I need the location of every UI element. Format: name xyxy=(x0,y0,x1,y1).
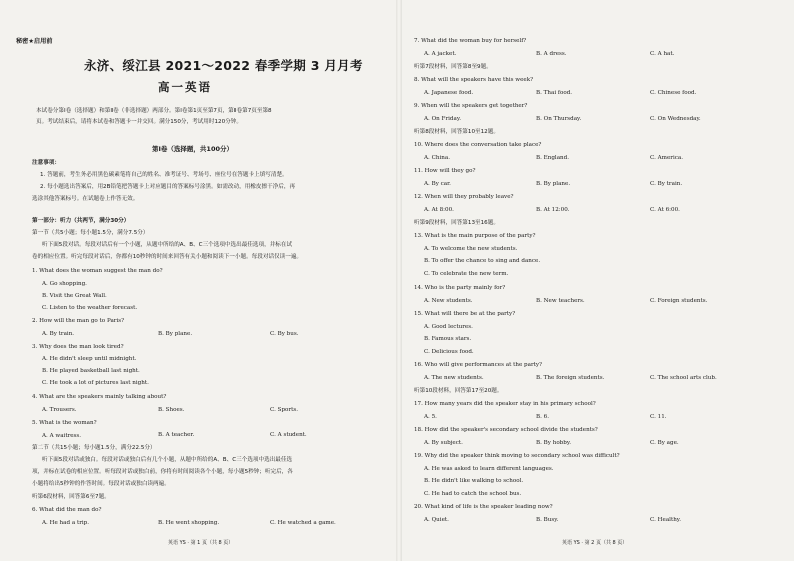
question-stem: 5. What is the woman? xyxy=(32,420,97,426)
option-a[interactable]: A. Go shopping. xyxy=(42,281,87,287)
option-c[interactable]: C. Delicious food. xyxy=(424,349,474,355)
option-c[interactable]: C. By age. xyxy=(650,440,679,446)
question-stem: 6. What did the man do? xyxy=(32,507,102,513)
option-c[interactable]: C. America. xyxy=(650,155,683,161)
intro-line-2: 页。考试结束后，请将本试卷和答题卡一并交回。满分150分，考试用时120分钟。 xyxy=(36,119,242,125)
option-a[interactable]: A. The new students. xyxy=(424,375,484,381)
note-2-line-1: 2. 每小题选出答案后，用2B铅笔把答题卡上对应题目的答案标号涂黑。如需改动，用橡皮擦干净后，再 xyxy=(40,184,296,190)
question-stem: 1. What does the woman suggest the man do? xyxy=(32,268,163,274)
option-b[interactable]: B. A dress. xyxy=(536,51,567,57)
section1-part1: 第一节（共5小题；每小题1.5分，满分7.5分） xyxy=(32,230,149,236)
option-b[interactable]: B. Famous stars. xyxy=(424,336,472,342)
section2-instruction-2: 项，并标在试卷的相应位置。听每段对话或独白前，你将有时间阅读各个小题，每小题5秒钟；听完后，各 xyxy=(32,469,293,475)
option-b[interactable]: B. On Thursday. xyxy=(536,116,582,122)
option-c[interactable]: C. On Wednesday. xyxy=(650,116,701,122)
exam-title: 永济、绥江县 2021～2022 春季学期 3 月月考 xyxy=(84,58,363,73)
option-c[interactable]: C. At 6:00. xyxy=(650,207,680,213)
option-c[interactable]: C. By train. xyxy=(650,181,683,187)
note-2-line-2: 选涂其他答案标号。在试题卷上作答无效。 xyxy=(32,196,139,202)
listen-9-label: 听第9段材料，回答第13至16题。 xyxy=(414,220,499,226)
secret-label: 秘密★启用前 xyxy=(16,38,53,45)
option-a[interactable]: A. A jacket. xyxy=(424,51,457,57)
option-b[interactable]: B. He played basketball last night. xyxy=(42,368,140,374)
option-a[interactable]: A. Japanese food. xyxy=(424,90,474,96)
option-b[interactable]: B. A teacher. xyxy=(158,432,195,438)
option-c[interactable]: C. 11. xyxy=(650,414,667,420)
question-stem: 16. Who will give performances at the party? xyxy=(414,362,543,368)
section2-instruction-3: 小题将给出5秒钟的作答时间。每段对话或独白读两遍。 xyxy=(32,481,170,487)
question-stem: 20. What kind of life is the speaker leading now? xyxy=(414,504,553,510)
section1-instruction-2: 卷的相应位置。听完每段对话后，你都有10秒钟的时间来回答有关小题和阅读下一小题。每段对话仅读一遍。 xyxy=(32,254,303,260)
option-c[interactable]: C. To celebrate the new term. xyxy=(424,271,509,277)
option-b[interactable]: B. Thai food. xyxy=(536,90,573,96)
option-c[interactable]: C. He watched a game. xyxy=(270,520,336,526)
option-c[interactable]: C. Chinese food. xyxy=(650,90,697,96)
option-a[interactable]: A. Quiet. xyxy=(424,517,449,523)
option-c[interactable]: C. The school arts club. xyxy=(650,375,717,381)
option-b[interactable]: B. To offer the chance to sing and dance. xyxy=(424,258,541,264)
question-stem: 11. How will they go? xyxy=(414,168,476,174)
option-a[interactable]: A. By train. xyxy=(42,331,75,337)
option-a[interactable]: A. He had a trip. xyxy=(42,520,90,526)
option-b[interactable]: B. By plane. xyxy=(536,181,571,187)
option-c[interactable]: C. Healthy. xyxy=(650,517,681,523)
question-stem: 18. How did the speaker's secondary school divide the students? xyxy=(414,427,598,433)
question-stem: 8. What will the speakers have this week? xyxy=(414,77,534,83)
note-1: 1. 答题前，考生务必用黑色碳素笔将自己的姓名、准考证号、考场号、座位号在答题卡上填写清楚。 xyxy=(40,172,288,178)
option-b[interactable]: B. Busy. xyxy=(536,517,559,523)
option-a[interactable]: A. He didn't sleep until midnight. xyxy=(42,356,137,362)
option-b[interactable]: B. By plane. xyxy=(158,331,193,337)
right-page xyxy=(402,0,794,561)
option-c[interactable]: C. Sports. xyxy=(270,407,298,413)
question-stem: 19. Why did the speaker think moving to secondary school was difficult? xyxy=(414,453,620,459)
option-b[interactable]: B. At 12:00. xyxy=(536,207,570,213)
section1-part2: 第二节（共15小题；每小题1.5分，满分22.5分） xyxy=(32,445,156,451)
option-a[interactable]: A. China. xyxy=(424,155,450,161)
option-a[interactable]: A. New students. xyxy=(424,298,473,304)
question-stem: 10. Where does the conversation take place? xyxy=(414,142,542,148)
option-b[interactable]: B. New teachers. xyxy=(536,298,585,304)
listen-6-label: 听第6段材料，回答第6至7题。 xyxy=(32,494,110,500)
part1-heading: 第Ⅰ卷（选择题，共100分） xyxy=(152,145,233,153)
option-c[interactable]: C. He took a lot of pictures last night. xyxy=(42,380,149,386)
page-footer: 英语 YS · 第 1 页（共 8 页） xyxy=(168,540,234,546)
option-c[interactable]: C. By bus. xyxy=(270,331,299,337)
option-a[interactable]: A. On Friday. xyxy=(424,116,462,122)
option-a[interactable]: A. To welcome the new students. xyxy=(424,246,518,252)
option-b[interactable]: B. 6. xyxy=(536,414,550,420)
option-b[interactable]: B. Visit the Great Wall. xyxy=(42,293,107,299)
option-c[interactable]: C. A student. xyxy=(270,432,307,438)
option-a[interactable]: A. Trousers. xyxy=(42,407,77,413)
listen-7-label: 听第7段材料，回答第8至9题。 xyxy=(414,64,492,70)
section1-heading: 第一部分：听力（共两节，满分30分） xyxy=(32,218,130,224)
option-b[interactable]: B. The foreign students. xyxy=(536,375,605,381)
question-stem: 4. What are the speakers mainly talking about? xyxy=(32,394,167,400)
option-a[interactable]: A. 5. xyxy=(424,414,437,420)
question-stem: 3. Why does the man look tired? xyxy=(32,344,124,350)
listen-10-label: 听第10段材料，回答第17至20题。 xyxy=(414,388,503,394)
option-a[interactable]: A. He was asked to learn different languages. xyxy=(424,466,554,472)
question-stem: 7. What did the woman buy for herself? xyxy=(414,38,527,44)
section2-instruction-1: 听下面5段对话或独白。每段对话或独白后有几个小题，从题中所给的A、B、C三个选项中选出最佳选 xyxy=(42,457,293,463)
page-footer: 英语 YS · 第 2 页（共 8 页） xyxy=(562,540,628,546)
question-stem: 13. What is the main purpose of the party? xyxy=(414,233,536,239)
left-page xyxy=(0,0,396,561)
notes-heading: 注意事项： xyxy=(32,160,60,166)
option-c[interactable]: C. A hat. xyxy=(650,51,675,57)
question-stem: 12. When will they probably leave? xyxy=(414,194,514,200)
option-a[interactable]: A. Good lectures. xyxy=(424,324,473,330)
question-stem: 2. How will the man go to Paris? xyxy=(32,318,125,324)
option-b[interactable]: B. He didn't like walking to school. xyxy=(424,478,524,484)
option-b[interactable]: B. He went shopping. xyxy=(158,520,220,526)
option-c[interactable]: C. Foreign students. xyxy=(650,298,708,304)
option-a[interactable]: A. A waitress. xyxy=(42,433,82,439)
option-a[interactable]: A. By subject. xyxy=(424,440,463,446)
question-stem: 15. What will there be at the party? xyxy=(414,311,516,317)
section1-instruction-1: 听下面5段对话。每段对话后有一个小题，从题中所给的A、B、C三个选项中选出最佳选项，并标在试 xyxy=(42,242,293,248)
intro-line-1: 本试卷分第Ⅰ卷（选择题）和第Ⅱ卷（非选择题）两部分。第Ⅰ卷第1页至第7页，第Ⅱ卷第7页至第8 xyxy=(36,108,272,114)
option-a[interactable]: A. By car. xyxy=(424,181,451,187)
question-stem: 14. Who is the party mainly for? xyxy=(414,285,506,291)
option-c[interactable]: C. He had to catch the school bus. xyxy=(424,491,522,497)
question-stem: 9. When will the speakers get together? xyxy=(414,103,528,109)
option-c[interactable]: C. Listen to the weather forecast. xyxy=(42,305,138,311)
question-stem: 17. How many years did the speaker stay in his primary school? xyxy=(414,401,596,407)
option-b[interactable]: B. England. xyxy=(536,155,570,161)
option-a[interactable]: A. At 8:00. xyxy=(424,207,454,213)
listen-8-label: 听第8段材料，回答第10至12题。 xyxy=(414,129,499,135)
option-b[interactable]: B. Shoes. xyxy=(158,407,185,413)
exam-subtitle: 高一英语 xyxy=(158,80,212,94)
option-b[interactable]: B. By hobby. xyxy=(536,440,572,446)
